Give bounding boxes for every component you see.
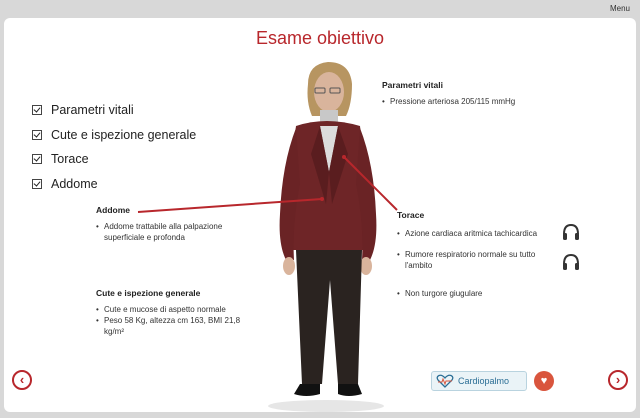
heart-button[interactable]	[534, 371, 554, 391]
list-item: • Addome trattabile alla palpazione superficiale e profonda	[96, 221, 246, 243]
prev-button[interactable]	[12, 370, 32, 390]
next-button[interactable]	[608, 370, 628, 390]
checklist-label: Cute e ispezione generale	[51, 127, 197, 142]
addome-title: Addome	[96, 205, 130, 215]
checklist-label: Torace	[51, 152, 89, 167]
menu-button[interactable]: Menu	[609, 4, 630, 13]
chevron-left-icon: ‹	[19, 372, 25, 387]
torace-list	[397, 228, 551, 299]
checklist-label: Parametri vitali	[51, 103, 134, 118]
callout-lines	[4, 18, 636, 412]
list-item: • Non turgore giugulare	[397, 288, 551, 299]
list-item: • Azione cardiaca aritmica tachicardica	[397, 228, 551, 249]
exam-panel	[4, 18, 636, 412]
cardiopalmo-icon	[436, 374, 454, 388]
cardiopalmo-label: Cardiopalmo	[458, 376, 510, 386]
list-item: • Peso 58 Kg, altezza cm 163, BMI 21,8 kg/m²	[96, 315, 246, 337]
page-title: Esame obiettivo	[255, 28, 385, 48]
parametri-vitali-title: Parametri vitali	[382, 80, 443, 90]
cute-title: Cute e ispezione generale	[96, 288, 201, 298]
checklist-label: Addome	[51, 176, 98, 191]
headset-icon[interactable]	[561, 252, 581, 272]
addome-list	[96, 221, 246, 243]
cute-list	[96, 304, 246, 337]
list-item: • Pressione arteriosa 205/115 mmHg	[382, 96, 582, 107]
torace-callout-line	[344, 157, 397, 210]
addome-callout-line	[138, 199, 322, 212]
list-item: • Rumore respiratorio normale su tutto l'ambito	[397, 249, 551, 288]
torace-title: Torace	[397, 210, 425, 220]
headset-icon[interactable]	[561, 222, 581, 242]
heart-icon: ♥	[540, 375, 548, 387]
chevron-right-icon: ›	[615, 372, 621, 387]
parametri-vitali-list	[382, 96, 582, 107]
list-item: • Cute e mucose di aspetto normale	[96, 304, 246, 315]
cardiopalmo-button[interactable]	[431, 371, 527, 391]
